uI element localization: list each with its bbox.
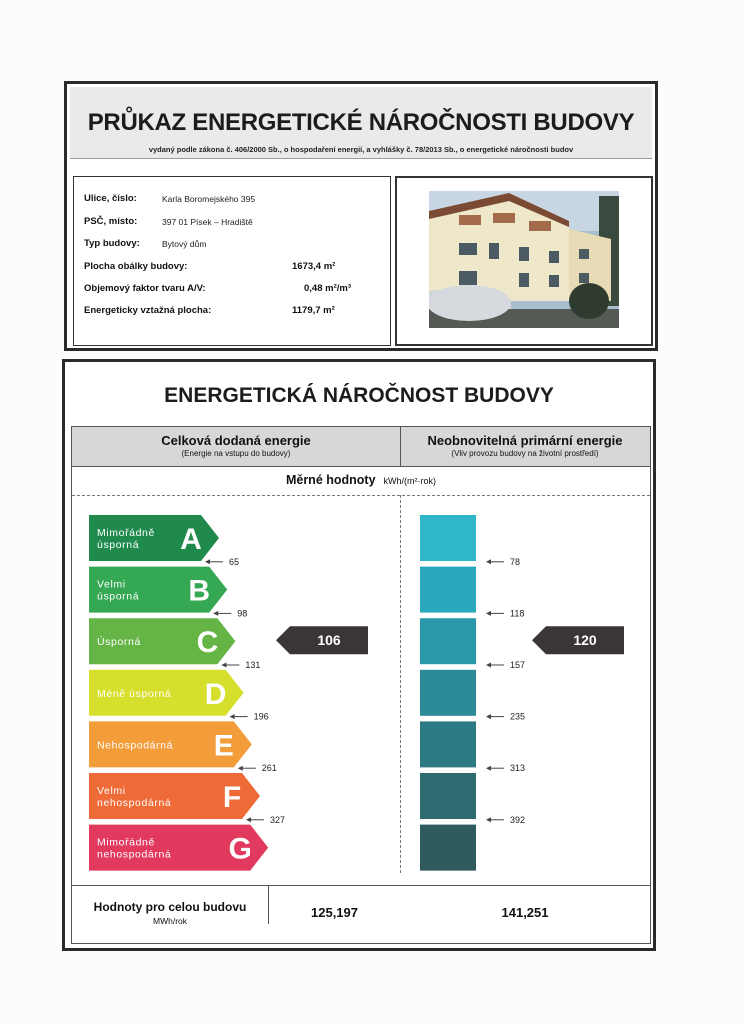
class-letter-g: G	[228, 832, 252, 866]
class-label-c: Úsporná	[97, 636, 141, 649]
delivered-energy-note: (Energie na vstupu do budovy)	[181, 449, 291, 458]
class-letter-f: F	[222, 781, 242, 814]
street-value: Karla Boromejského 395	[162, 194, 256, 204]
primary-threshold-label: 157	[510, 660, 526, 670]
delivered-threshold-label: 327	[270, 814, 286, 825]
delivered-threshold-label: 98	[237, 608, 248, 619]
primary-energy-value: 120	[573, 632, 597, 649]
primary-energy-title: Neobnovitelná primární energie	[427, 433, 623, 448]
zip-value: 397 01 Písek – Hradiště	[162, 217, 253, 227]
building-type-label: Typ budovy:	[84, 238, 140, 249]
legal-basis-subtitle: vydaný podle zákona č. 406/2000 Sb., o hospodaření energií, a vyhlášky č. 78/2013 Sb., o energetické náročnosti budov	[148, 145, 574, 154]
class-letter-b: B	[188, 574, 211, 608]
energy-scale-svg	[72, 427, 652, 887]
delivered-threshold-label: 196	[253, 711, 269, 722]
threshold-arrowhead	[213, 611, 218, 616]
shape-factor-value: 0,48 m²/m³	[304, 283, 351, 294]
primary-threshold-label: 235	[510, 711, 526, 722]
primary-threshold-label: 78	[510, 556, 521, 567]
primary-threshold-label: 313	[510, 763, 526, 774]
class-letter-c: C	[196, 626, 219, 660]
threshold-arrowhead	[486, 559, 491, 564]
primary-threshold-label: 118	[510, 608, 525, 619]
building-info-box	[73, 176, 391, 346]
totals-unit: MWh/rok	[153, 916, 187, 926]
certificate-header-frame	[64, 81, 658, 351]
title-band	[70, 87, 652, 159]
section-title: ENERGETICKÁ NÁROČNOST BUDOVY	[164, 384, 554, 407]
class-label-a: Mimořádně	[97, 527, 155, 539]
total-delivered-energy: 125,197	[268, 886, 400, 924]
threshold-arrowhead	[246, 817, 251, 822]
class-label-g: nehospodárná	[97, 848, 172, 861]
class-label-b: úsporná	[97, 590, 140, 603]
class-label-f: nehospodárná	[97, 797, 172, 809]
class-letter-e: E	[213, 729, 234, 763]
primary-bar-a	[420, 515, 476, 561]
class-label-a: úsporná	[97, 539, 140, 551]
class-label-b: Velmi	[97, 578, 126, 591]
primary-bar-b	[420, 567, 476, 613]
class-letter-d: D	[204, 677, 227, 711]
class-label-g: Mimořádně	[97, 836, 155, 849]
building-photo	[429, 191, 619, 328]
threshold-arrowhead	[486, 663, 491, 668]
zip-label: PSČ, místo:	[84, 216, 138, 227]
totals-row	[72, 885, 650, 943]
shape-factor-label: Objemový faktor tvaru A/V:	[84, 283, 206, 294]
threshold-arrowhead	[221, 663, 226, 668]
class-label-f: Velmi	[97, 785, 126, 797]
primary-bar-g	[420, 825, 476, 871]
building-type-value: Bytový dům	[162, 239, 207, 249]
total-primary-energy: 141,251	[501, 905, 549, 920]
primary-bar-e	[420, 721, 476, 767]
delivered-energy-title: Celková dodaná energie	[161, 433, 311, 448]
primary-bar-c	[420, 618, 476, 664]
threshold-arrowhead	[486, 611, 491, 616]
delivered-threshold-label: 131	[245, 660, 261, 670]
reference-area-label: Energeticky vztažná plocha:	[84, 305, 212, 316]
specific-values-label: Měrné hodnoty	[285, 473, 376, 487]
delivered-threshold-label: 261	[261, 763, 277, 774]
threshold-arrowhead	[230, 714, 235, 719]
certificate-title: PRŮKAZ ENERGETICKÉ NÁROČNOSTI BUDOVY	[87, 109, 635, 136]
energy-class-chart	[71, 426, 651, 944]
delivered-threshold-label: 65	[229, 556, 240, 567]
class-letter-a: A	[180, 523, 202, 556]
class-label-d: Méně úsporná	[97, 687, 172, 700]
threshold-arrowhead	[486, 766, 491, 771]
class-label-e: Nehospodárná	[97, 739, 174, 752]
delivered-energy-value: 106	[317, 632, 341, 649]
totals-label: Hodnoty pro celou budovu	[93, 900, 247, 914]
energy-performance-frame	[62, 359, 656, 951]
primary-energy-subtitle: (Vliv provozu budovy na životní prostředí)	[451, 449, 599, 458]
threshold-arrowhead	[238, 766, 243, 771]
primary-bar-d	[420, 670, 476, 716]
reference-area-value: 1179,7 m²	[292, 305, 335, 316]
primary-bar-f	[420, 773, 476, 819]
threshold-arrowhead	[205, 559, 210, 564]
street-label: Ulice, číslo:	[84, 193, 137, 204]
units-label: kWh/(m²·rok)	[383, 476, 437, 486]
building-photo-frame	[395, 176, 653, 346]
threshold-arrowhead	[486, 714, 491, 719]
threshold-arrowhead	[486, 817, 491, 822]
envelope-area-value: 1673,4 m²	[292, 261, 336, 272]
envelope-area-label: Plocha obálky budovy:	[84, 261, 188, 272]
primary-threshold-label: 392	[510, 814, 526, 825]
